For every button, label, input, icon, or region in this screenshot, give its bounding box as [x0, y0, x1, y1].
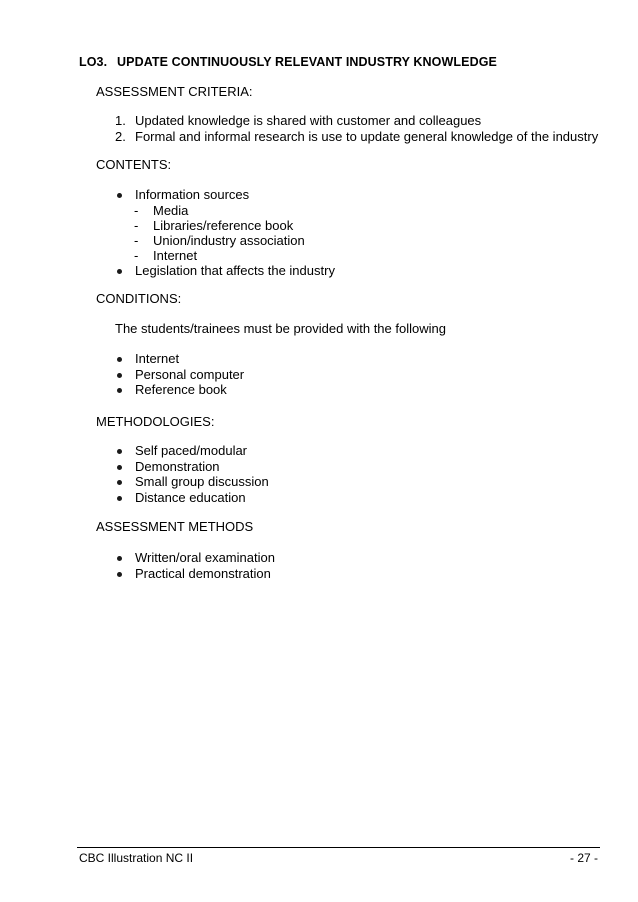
list-item: - Media [134, 202, 189, 218]
list-item: 2. Formal and informal research is use to update general knowledge of the industry [115, 128, 599, 144]
page-heading [79, 55, 497, 69]
bullet-icon [117, 496, 122, 501]
footer-document-title: CBC Illustration NC II [79, 851, 194, 865]
heading-code: LO3. [79, 55, 108, 69]
bullet-icon [117, 388, 122, 393]
dash-icon: - [134, 202, 139, 218]
list-item: Practical demonstration [115, 566, 275, 582]
footer-page-number: - 27 - [569, 851, 598, 865]
dash-icon: - [134, 247, 139, 263]
conditions-title: CONDITIONS: [96, 291, 182, 306]
heading-title: UPDATE CONTINUOUSLY RELEVANT INDUSTRY KNOWLEDGE [117, 55, 497, 69]
list-item: Legislation that affects the industry [115, 263, 335, 279]
conditions-list [115, 351, 244, 398]
bullet-icon [117, 480, 122, 485]
list-item: Written/oral examination [115, 550, 275, 566]
conditions-intro: The students/trainees must be provided with the following [115, 321, 446, 336]
bullet-icon [117, 556, 122, 561]
assessment-criteria-title: ASSESSMENT CRITERIA: [96, 84, 253, 99]
list-item: Internet [115, 351, 244, 367]
list-item: Demonstration [115, 459, 269, 475]
footer-divider [77, 847, 600, 848]
list-item: Personal computer [115, 367, 244, 383]
assessment-methods-title: ASSESSMENT METHODS [96, 519, 254, 534]
assessment-methods-list [115, 550, 275, 581]
contents-list [115, 187, 335, 278]
list-item: Small group discussion [115, 474, 269, 490]
list-item: - Internet [134, 247, 198, 263]
bullet-icon [117, 449, 122, 454]
bullet-icon [117, 357, 122, 362]
list-item: - Libraries/reference book [134, 217, 294, 233]
list-item: Distance education [115, 490, 269, 506]
methodologies-title: METHODOLOGIES: [96, 414, 215, 429]
dash-icon: - [134, 232, 139, 248]
list-item: 1. Updated knowledge is shared with customer and colleagues [115, 113, 482, 128]
list-item: Self paced/modular [115, 443, 269, 459]
dash-icon: - [134, 217, 139, 233]
bullet-icon [117, 373, 122, 378]
methodologies-list [115, 443, 269, 505]
assessment-criteria-list [115, 113, 598, 144]
bullet-icon [117, 193, 122, 198]
bullet-icon [117, 269, 122, 274]
bullet-icon [117, 572, 122, 577]
list-item: Reference book [115, 382, 244, 398]
list-item: Information sources - Media - Libraries/reference book - Union/industry association - Internet [115, 187, 335, 263]
bullet-icon [117, 465, 122, 470]
information-sources-sublist [134, 203, 335, 263]
contents-title: CONTENTS: [96, 157, 172, 172]
list-item: - Union/industry association [134, 232, 305, 248]
